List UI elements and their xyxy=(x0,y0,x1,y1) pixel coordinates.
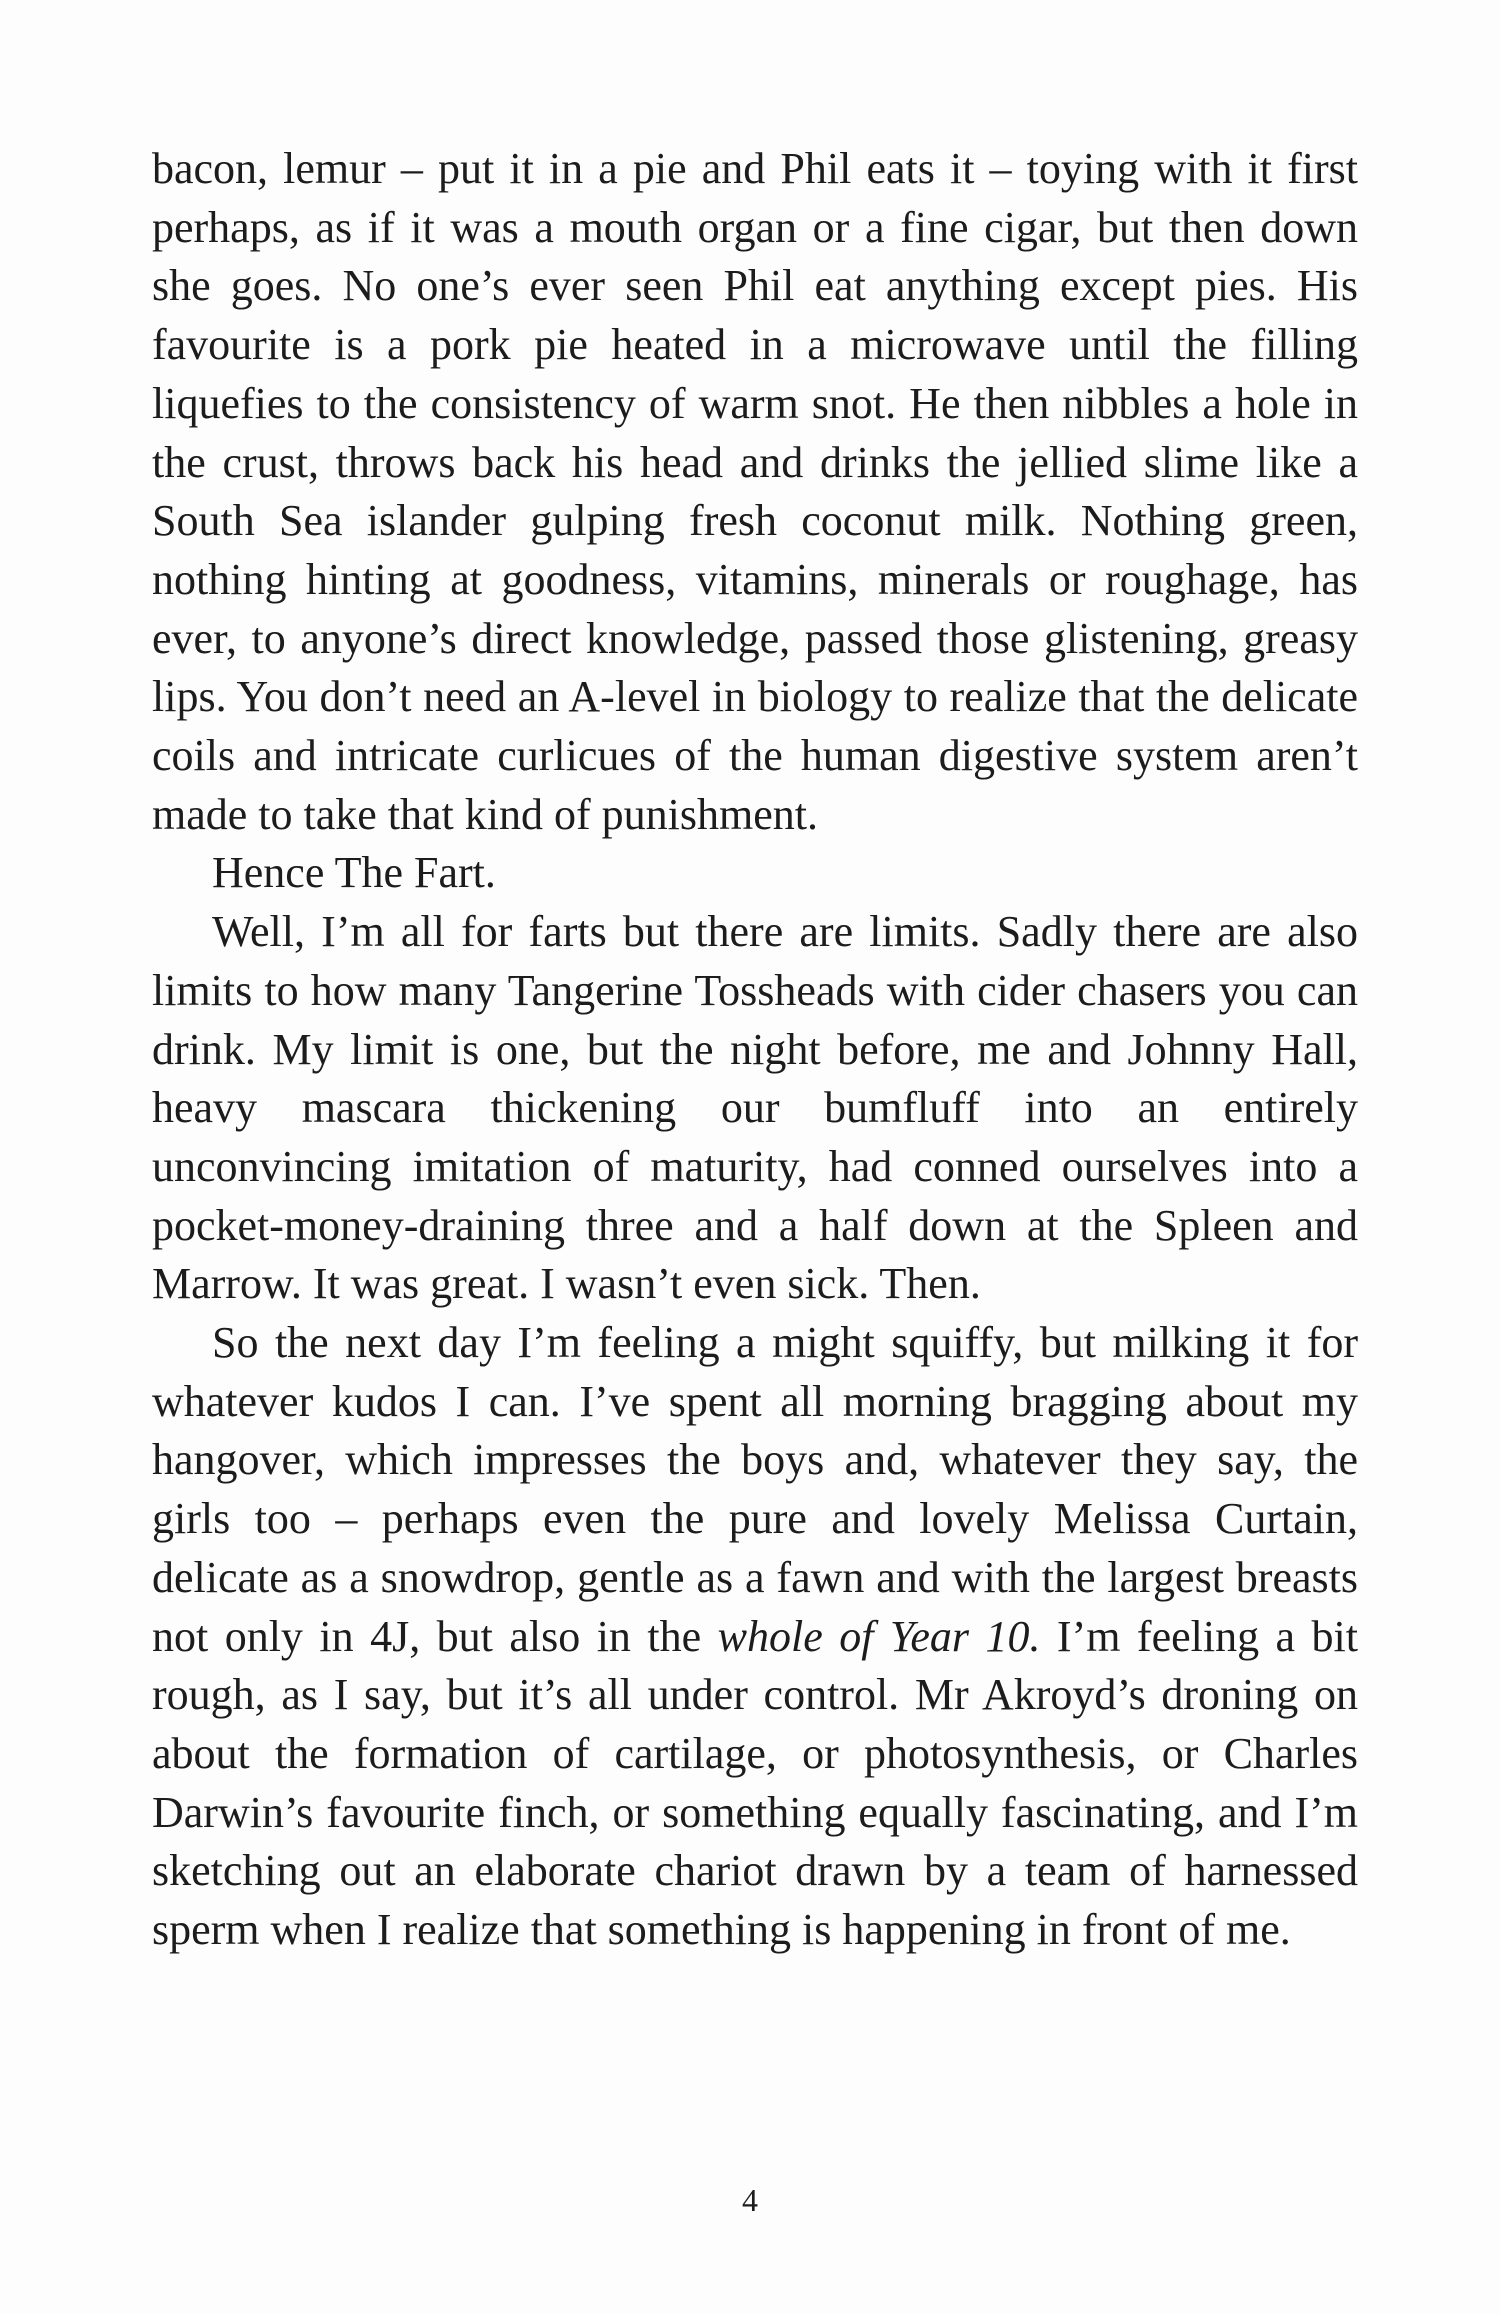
paragraph-1: bacon, lemur – put it in a pie and Phil eats it – toying with it first perhaps, as if it was a mouth organ or a fine cigar, but then down she goes. No one’s ever seen Phil eat anything except pies. His favourite is a pork pie heated in a microwave until the filling liquefies to the consistency of warm snot. He then nibbles a hole in the crust, throws back his head and drinks the jellied slime like a South Sea islander gulping fresh coconut milk. Nothing green, nothing hinting at goodness, vitamins, minerals or roughage, has ever, to anyone’s direct knowledge, passed those glistening, greasy lips. You don’t need an A-level in biology to realize that the delicate coils and intricate curlicues of the human digestive system aren’t made to take that kind of punishment. xyxy=(152,144,1358,839)
paragraph-4-emphasis: whole of Year 10. xyxy=(717,1611,1041,1661)
paragraph-2: Hence The Fart. xyxy=(212,848,496,898)
paragraph-3: Well, I’m all for farts but there are limits. Sadly there are also limits to how many Tangerine Tossheads with cider chasers you can drink. My limit is one, but the night before, me and Johnny Hall, heavy mascara thickening our bumfluff into an entirely unconvincing imitation of maturity, had conned ourselves into a pocket-money-draining three and a half down at the Spleen and Marrow. It was great. I wasn’t even sick. Then. xyxy=(152,907,1358,1309)
body-text xyxy=(152,140,1358,1960)
paragraph-4-text-after: I’m feeling a bit rough, as I say, but it’s all under control. Mr Akroyd’s droning on about the formation of cartilage, or photosynthesis, or Charles Darwin’s favourite finch, or something equally fascinating, and I’m sketching out an elaborate chariot drawn by a team of harnessed sperm when I realize that something is happening in front of me. xyxy=(152,1611,1358,1955)
paragraph-4-text-before: So the next day I’m feeling a might squiffy, but milking it for whatever kudos I can. I’ve spent all morning bragging about my hangover, which impresses the boys and, whatever they say, the girls too – perhaps even the pure and lovely Melissa Curtain, delicate as a snowdrop, gentle as a fawn and with the largest breasts not only in 4J, but also in the xyxy=(152,1318,1358,1661)
page-number: 4 xyxy=(742,2182,758,2218)
paragraph-4 xyxy=(152,1314,1358,1960)
